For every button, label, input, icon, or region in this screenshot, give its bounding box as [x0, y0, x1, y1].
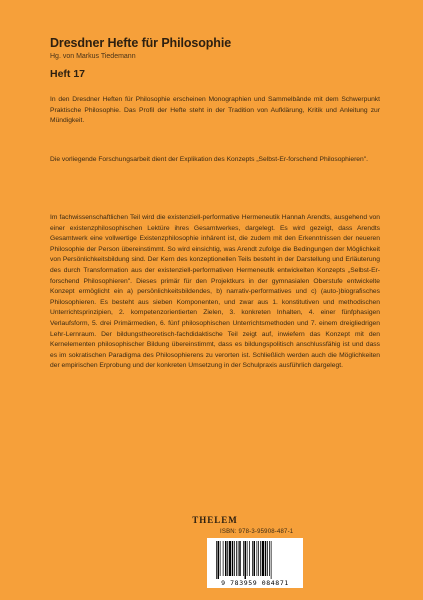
barcode-bar [258, 541, 259, 576]
barcode-bar [269, 541, 270, 576]
barcode-bar [243, 541, 244, 576]
research-statement: Die vorliegende Forschungsarbeit dient der Explikation des Konzepts „Selbst-Er-forschend Philosophieren". [50, 156, 368, 163]
barcode-bar [227, 541, 228, 576]
barcode-bar [223, 541, 224, 576]
barcode-bar [249, 541, 250, 576]
publisher-logo: THELEM [192, 515, 238, 525]
barcode [207, 538, 303, 588]
barcode-digits: 9 783959 084871 [221, 579, 289, 587]
barcode-bar [271, 541, 272, 579]
barcode-bar [220, 541, 221, 576]
barcode-bar [232, 541, 234, 576]
barcode-bar [229, 541, 231, 576]
blurb-body: Im fachwissenschaftlichen Teil wird die existenziell-performative Hermeneutik Hannah Arendts, ausgehend von einer existenzphilosophischen Lektüre ihres Gesamtwerkes, dargelegt. Es wird gezeigt, dass Arendts Gesamtwerk eine vollwertige Existenzphilosophie inhärent ist, die zudem mit den Erkenntnissen der neueren Philosophie der Person übereinstimmt. So wird einsichtig, was Arendt zufolge die Bedingungen der Möglichkeit von Persönlichkeitsbildung sind. Der Kern des konzeptionellen Teils besteht in der Darstellung und Erläuterung des durch Transformation aus der existenziell-performativen Hermeneutik entwickelten Konzepts „Selbst-Er-forschend Philosophieren". Dieses primär für den Projektkurs in der gymnasialen Oberstufe entwickelte Konzept ermöglicht ein a) persönlichkeitsbildendes, b) narrativ-performatives und c) (auto-)biografisches Philosophieren. Es besteht aus sieben Komponenten, und zwar aus 1. konstitutiven und methodischen Unterrichtsprinzipien, 2. kompetenzorientierten Zielen, 3. konkreten Inhalten, 4. einer fünfphasigen Verlaufsform, 5. drei Primärmedien, 6. fünf philosophischen Unterrichtsmethoden und 7. einem dreigliedrigen Lehr-Lernraum. Der bildungstheoretisch-fachdidaktische Teil zeigt auf, inwiefern das Konzept mit den Kernelementen philosophischer Bildung übereinstimmt, dass es bildungspolitisch anschlussfähig ist und dass es im sokratischen Paradigma des Philosophierens zu verorten ist. Schließlich werden auch die Möglichkeiten der empirischen Erprobung und der konkreten Umsetzung in der Schulpraxis ausführlich dargelegt. [50, 214, 380, 370]
barcode-bar [257, 541, 258, 576]
barcode-bar [262, 541, 264, 576]
series-description: In den Dresdner Heften für Philosophie erscheinen Monographien und Sammelbände mit dem Schwerpunkt Praktische Philosophie. Das Profil der Hefte steht in der Tradition von Aufklärung, Kritik und Anleitung zur Mündigkeit. [50, 96, 380, 125]
barcode-bar [245, 541, 247, 579]
barcode-bar [254, 541, 256, 576]
barcode-bar [252, 541, 253, 576]
barcode-bar [238, 541, 239, 576]
barcode-bars [216, 541, 294, 579]
barcode-bar [239, 541, 241, 576]
barcode-bar [225, 541, 227, 576]
issue-number: Heft 17 [50, 68, 86, 80]
barcode-bar [265, 541, 267, 576]
barcode-bar [260, 541, 261, 576]
isbn-label: ISBN: 978-3-95908-487-1 [220, 529, 294, 535]
barcode-bar [247, 541, 248, 576]
barcode-bar [236, 541, 237, 576]
barcode-bar [216, 541, 217, 579]
series-title: Dresdner Hefte für Philosophie [50, 36, 232, 50]
barcode-bar [234, 541, 235, 576]
barcode-bar [267, 541, 268, 576]
editor-line: Hg. von Markus Tiedemann [50, 53, 136, 60]
barcode-bar [218, 541, 220, 579]
